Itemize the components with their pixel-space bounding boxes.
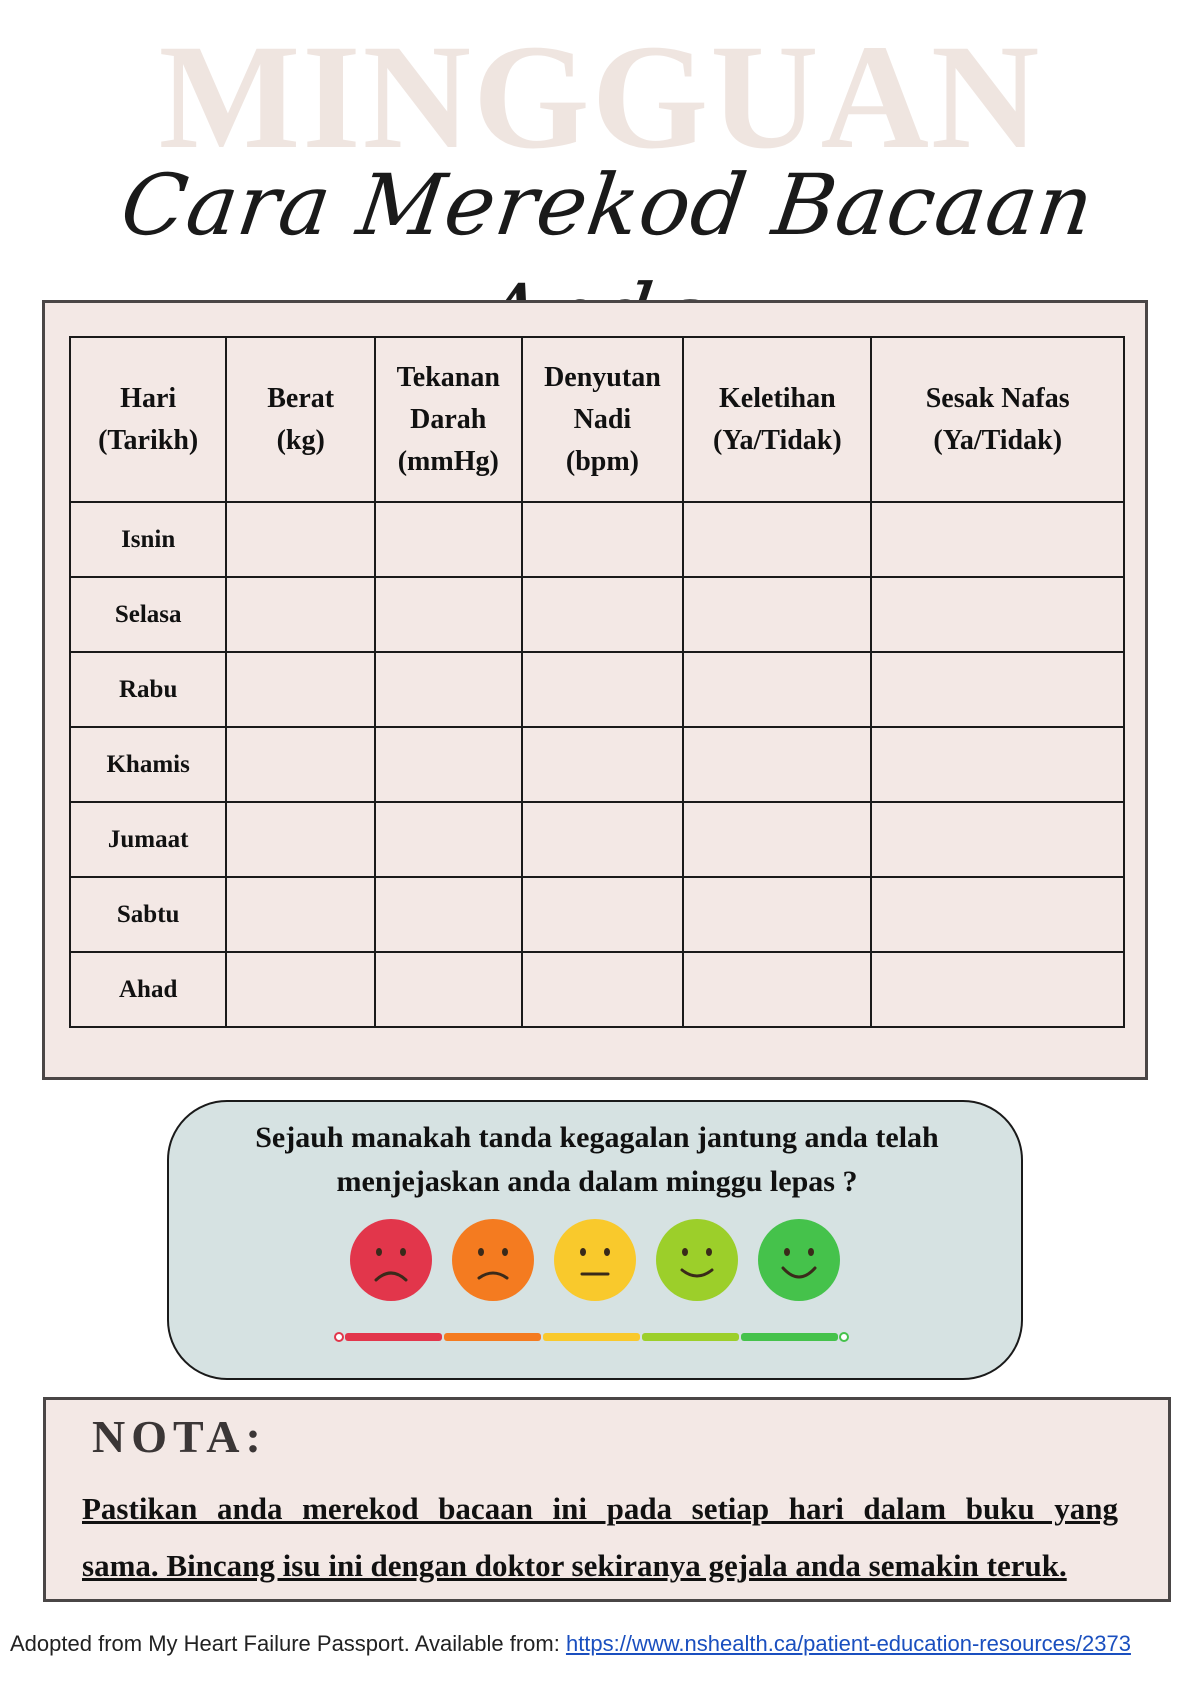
column-header-line: (kg) [276,424,325,456]
entry-cell[interactable] [522,577,684,652]
entry-cell[interactable] [683,727,871,802]
column-header-line: Hari [120,382,177,414]
scale-segment [642,1333,739,1341]
entry-cell[interactable] [683,877,871,952]
entry-cell[interactable] [522,727,684,802]
entry-cell[interactable] [226,952,375,1027]
entry-cell[interactable] [871,577,1124,652]
entry-cell[interactable] [375,802,522,877]
entry-cell[interactable] [522,502,684,577]
table-header-row [70,337,1124,502]
day-label: Rabu [70,652,226,727]
footer-text: Adopted from My Heart Failure Passport. Available from: [10,1631,566,1656]
column-header [683,337,871,502]
table-row [70,802,1124,877]
entry-cell[interactable] [375,577,522,652]
entry-cell[interactable] [226,727,375,802]
day-label: Sabtu [70,877,226,952]
entry-cell[interactable] [375,952,522,1027]
column-header-line: Berat [267,382,335,414]
entry-cell[interactable] [375,877,522,952]
entry-cell[interactable] [375,502,522,577]
page-title: Cara Merekod Bacaan [115,156,1101,254]
source-link[interactable]: https://www.nshealth.ca/patient-education-resources/2373 [565,1631,1131,1656]
column-header [375,337,522,502]
note-title: NOTA: [92,1411,267,1462]
scale-end-marker [840,1333,848,1341]
question-line-2: menjejaskan anda dalam minggu lepas ? [336,1165,858,1198]
scale-segment [345,1333,442,1341]
entry-cell[interactable] [871,652,1124,727]
entry-cell[interactable] [871,802,1124,877]
table-body [70,502,1124,1027]
background-title: MINGGUAN [158,14,1042,180]
day-label: Isnin [70,502,226,577]
very-sad-face-icon[interactable] [349,1218,433,1302]
neutral-face-icon[interactable] [553,1218,637,1302]
scale-start-marker [335,1333,343,1341]
scale-segment [741,1333,838,1341]
column-header-line: (Tarikh) [98,424,199,456]
scale-segment [444,1333,541,1341]
entry-cell[interactable] [226,802,375,877]
face-rating-scale [349,1218,869,1308]
happy-face-icon[interactable] [655,1218,739,1302]
entry-cell[interactable] [683,952,871,1027]
column-header-line: Tekanan [396,361,500,393]
column-header [70,337,226,502]
entry-cell[interactable] [522,877,684,952]
column-header-line: (mmHg) [397,445,499,477]
note-body [82,1480,1118,1594]
entry-cell[interactable] [226,577,375,652]
source-footer [10,1628,1170,1660]
column-header [522,337,684,502]
table-row [70,877,1124,952]
column-header-line: Keletihan [719,382,836,414]
impact-question [209,1116,985,1204]
question-line-1: Sejauh manakah tanda kegagalan jantung anda telah [255,1121,939,1154]
day-label: Ahad [70,952,226,1027]
note-line-1: Pastikan anda merekod bacaan ini pada setiap hari dalam buku yang [82,1491,1118,1526]
rating-scale-bar [333,1330,853,1344]
table-row [70,577,1124,652]
entry-cell[interactable] [683,652,871,727]
entry-cell[interactable] [522,952,684,1027]
column-header-line: Sesak Nafas [925,382,1070,414]
column-header-line: (Ya/Tidak) [933,424,1063,456]
column-header [226,337,375,502]
column-header-line: Darah [410,403,487,435]
day-label: Jumaat [70,802,226,877]
entry-cell[interactable] [226,652,375,727]
impact-question-panel [167,1100,1023,1380]
note-panel [43,1397,1171,1602]
column-header-line: Nadi [573,403,632,435]
entry-cell[interactable] [375,652,522,727]
table-row [70,502,1124,577]
scale-segment [543,1333,640,1341]
sad-face-icon[interactable] [451,1218,535,1302]
entry-cell[interactable] [871,952,1124,1027]
column-header-line: Denyutan [544,361,661,393]
table-row [70,652,1124,727]
entry-cell[interactable] [683,502,871,577]
entry-cell[interactable] [871,877,1124,952]
entry-cell[interactable] [522,802,684,877]
column-header-line: (bpm) [565,445,639,477]
entry-cell[interactable] [871,502,1124,577]
table-row [70,727,1124,802]
column-header [871,337,1124,502]
entry-cell[interactable] [683,802,871,877]
column-header-line: (Ya/Tidak) [713,424,842,456]
entry-cell[interactable] [871,727,1124,802]
very-happy-face-icon[interactable] [757,1218,841,1302]
entry-cell[interactable] [375,727,522,802]
note-line-2: sama. Bincang isu ini dengan doktor sekiranya gejala anda semakin teruk. [82,1548,1067,1583]
table-row [70,952,1124,1027]
entry-cell[interactable] [226,502,375,577]
entry-cell[interactable] [683,577,871,652]
day-label: Khamis [70,727,226,802]
weekly-log-panel [42,300,1148,1080]
entry-cell[interactable] [522,652,684,727]
day-label: Selasa [70,577,226,652]
weekly-log-table [69,336,1125,1028]
entry-cell[interactable] [226,877,375,952]
